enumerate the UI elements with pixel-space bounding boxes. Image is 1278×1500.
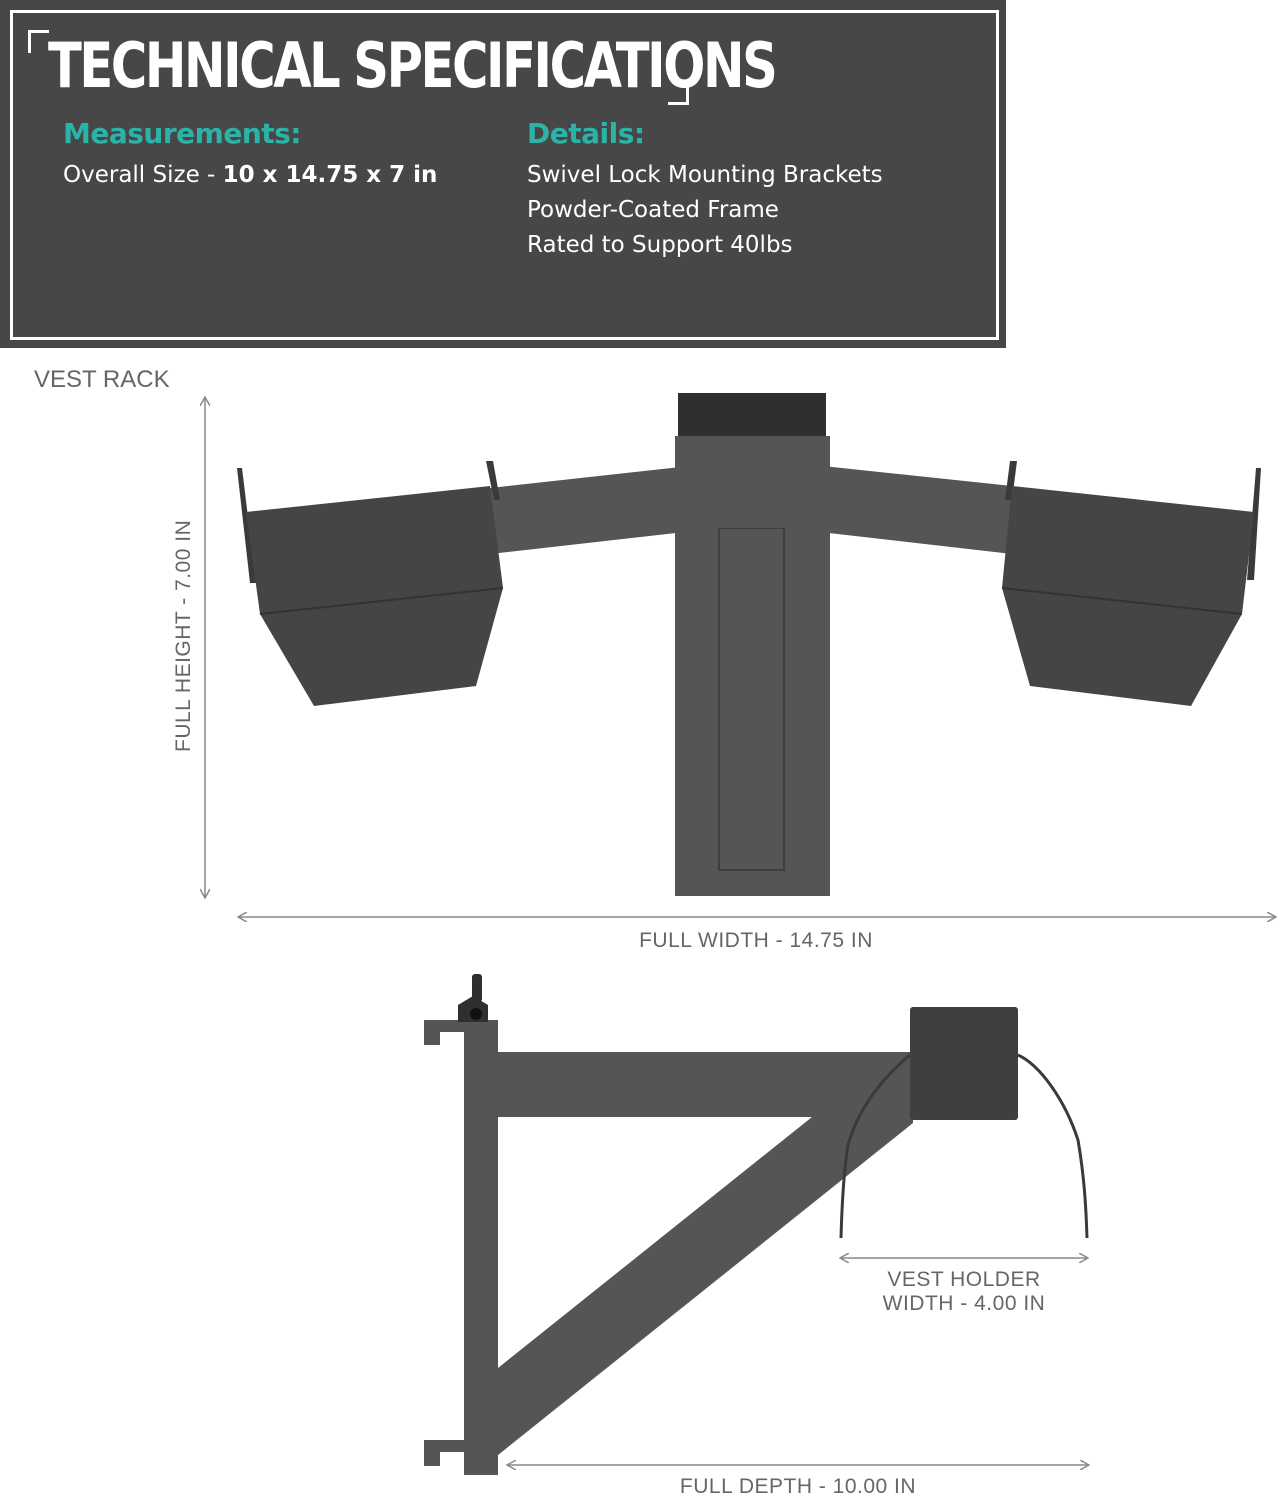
swivel-lock-icon (458, 974, 488, 1022)
full-height-label: FULL HEIGHT - 7.00 IN (172, 519, 195, 752)
swivel-knob-shape (678, 393, 826, 437)
vest-holder-label-line2: WIDTH - 4.00 IN (882, 1292, 1046, 1315)
measurements-heading: Measurements: (63, 117, 301, 150)
diagonal-brace-shape (498, 1117, 913, 1455)
detail-item: Powder-Coated Frame (527, 197, 779, 223)
right-vest-holder (1002, 461, 1261, 706)
wall-plate-shape (464, 1020, 498, 1475)
detail-item: Swivel Lock Mounting Brackets (527, 162, 883, 188)
detail-item: Rated to Support 40lbs (527, 232, 793, 258)
vest-holder-label-line1: VEST HOLDER (887, 1268, 1041, 1291)
horizontal-arm-shape (498, 1052, 913, 1117)
overall-size-label: Overall Size - (63, 162, 223, 188)
front-view (237, 393, 1261, 896)
details-heading: Details: (527, 117, 645, 150)
overall-size-value: 10 x 14.75 x 7 in (222, 162, 438, 188)
page-title: TECHNICAL SPECIFICATIONS (48, 29, 776, 102)
vest-holder-box-shape (910, 1007, 1018, 1120)
full-depth-label: FULL DEPTH - 10.00 IN (679, 1475, 917, 1498)
left-vest-holder (237, 461, 503, 706)
front-view-label: VEST RACK (34, 366, 170, 393)
full-width-label: FULL WIDTH - 14.75 IN (639, 929, 873, 952)
side-view (424, 974, 1087, 1475)
